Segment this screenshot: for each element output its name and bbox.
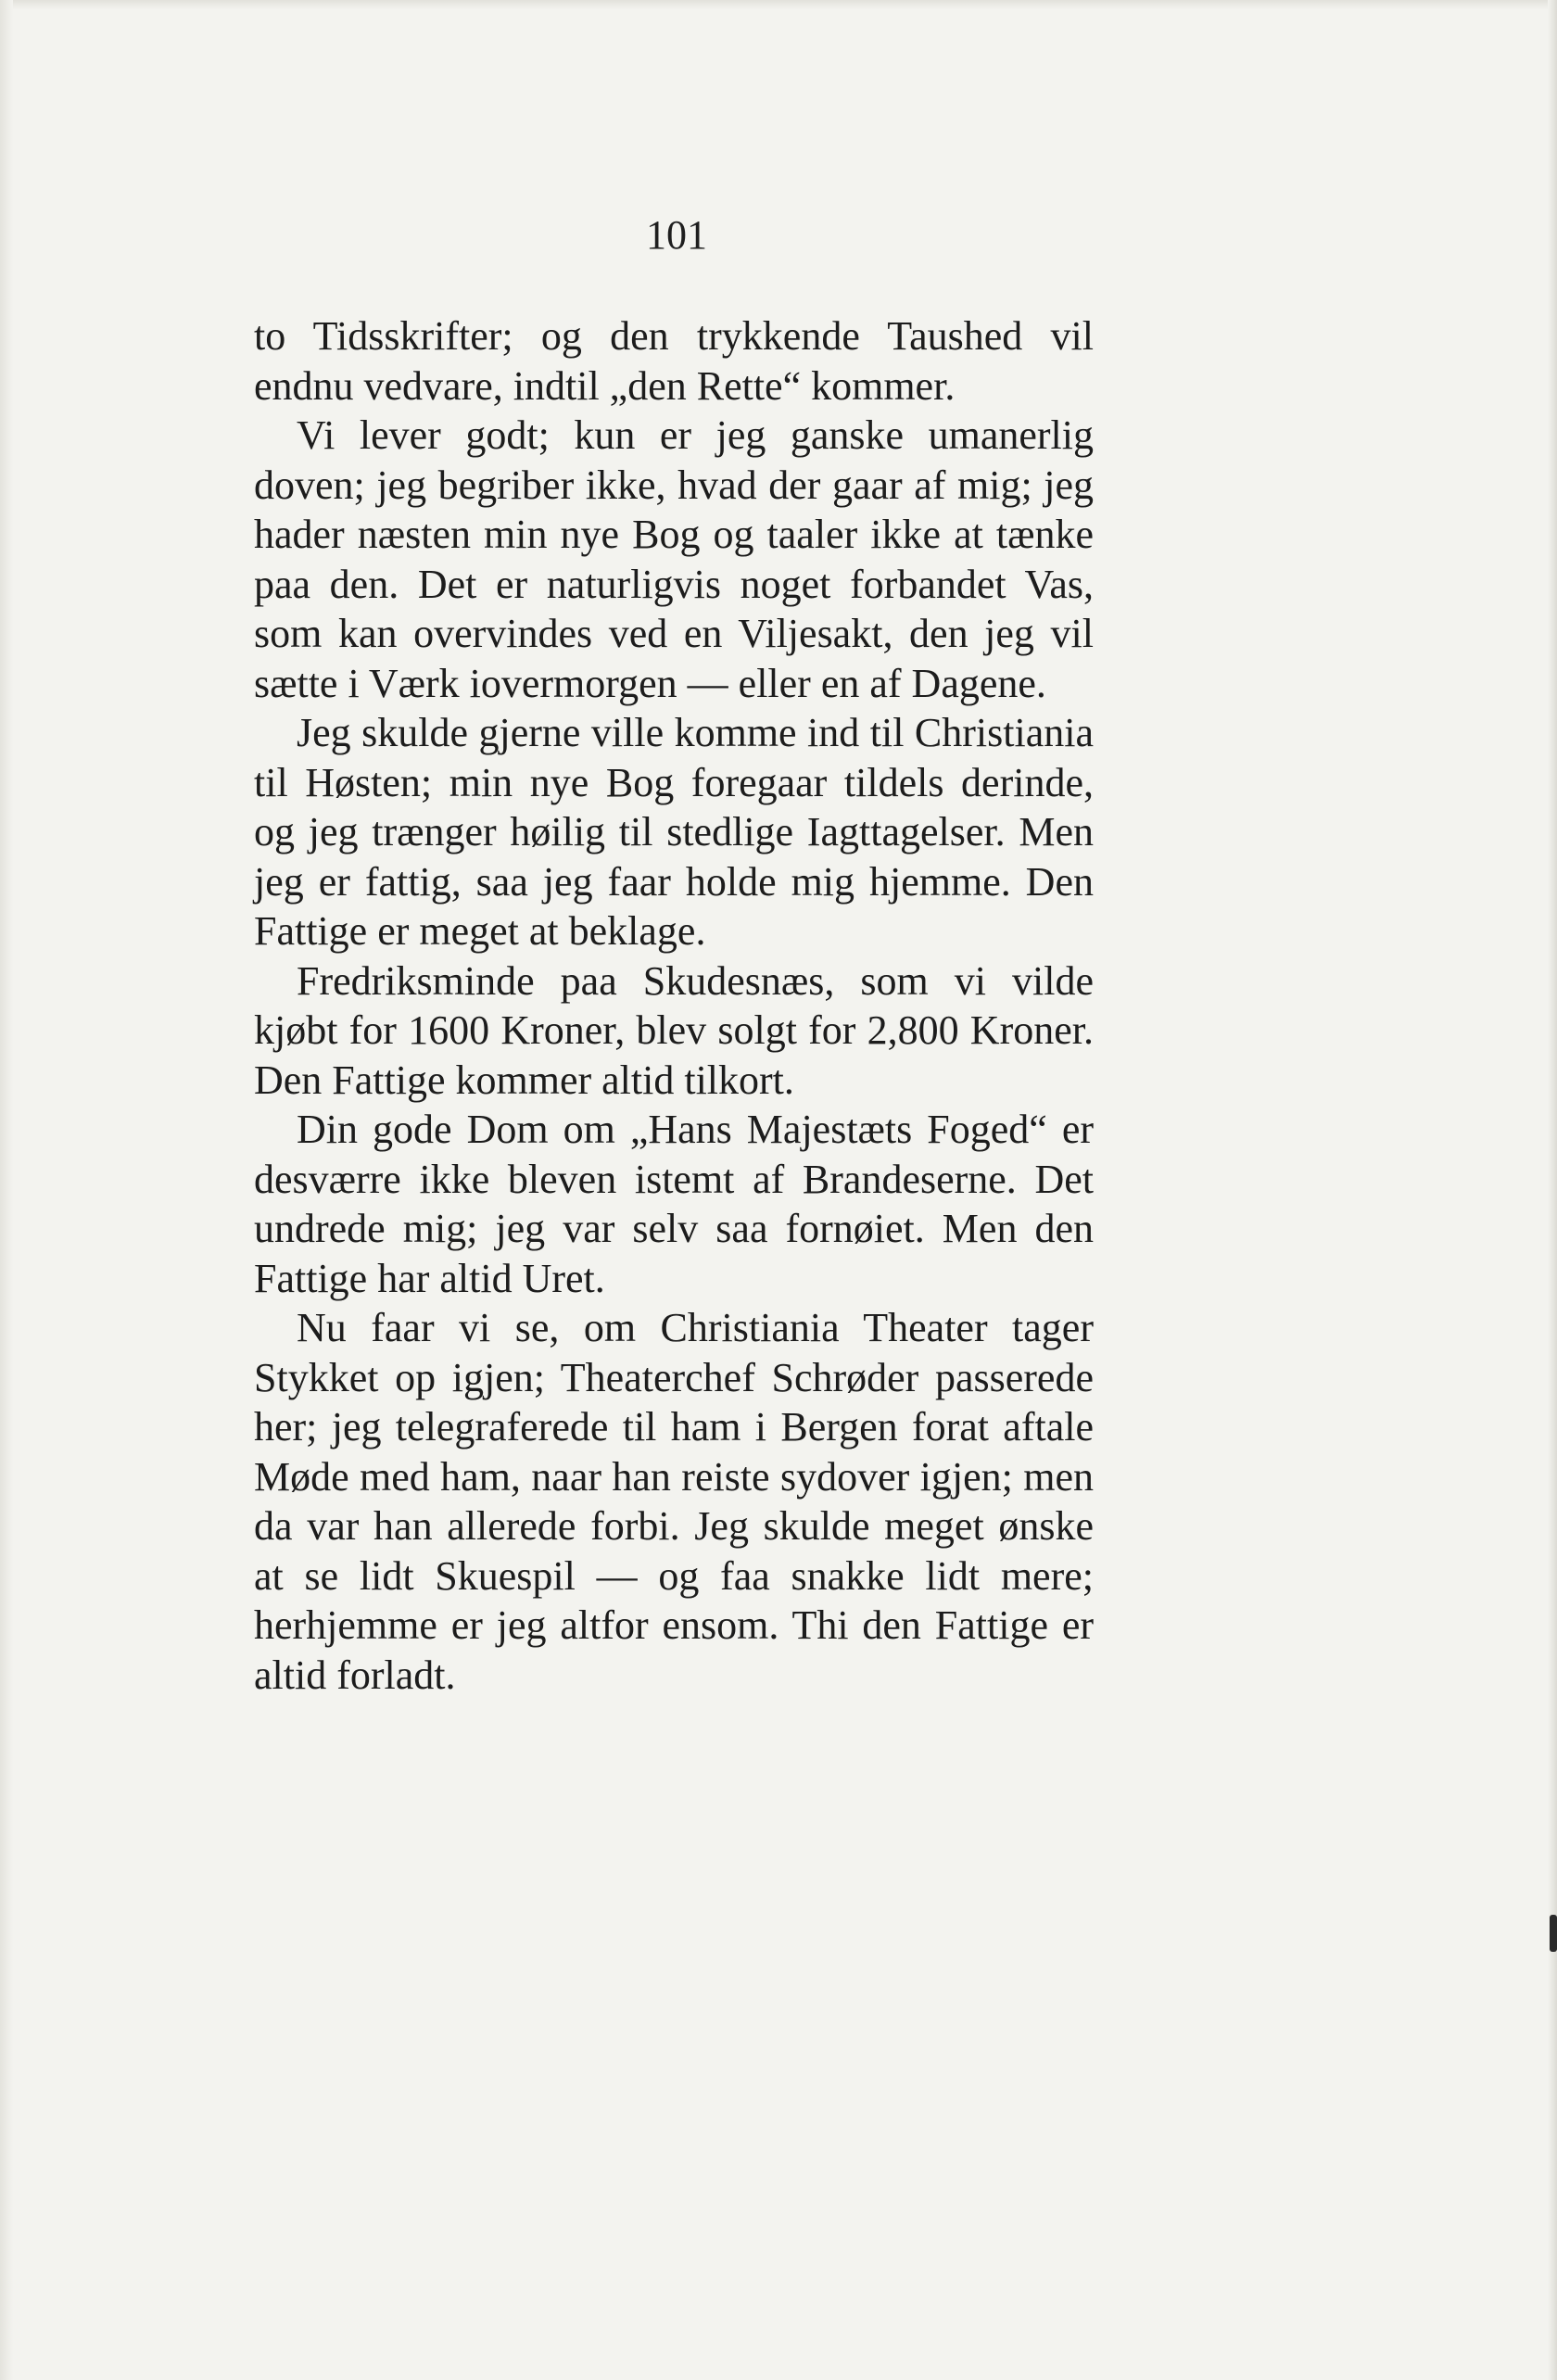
page-number: 101 <box>646 212 707 258</box>
paragraph-1: to Tidsskrifter; og den trykkende Taushed vil endnu vedvare, indtil „den Rette“ kommer. <box>254 313 1094 409</box>
paragraph-2: Vi lever godt; kun er jeg ganske umanerlig doven; jeg begriber ikke, hvad der gaar af mig; jeg hader næsten min nye Bog og taaler ikke at tænke paa den. Det er naturligvis noget forbandet Vas, som kan overvindes ved en Viljesakt, den jeg vil sætte i Værk iovermorgen — eller en af Dagene. <box>254 412 1094 706</box>
page-edge-left <box>0 0 13 2380</box>
paragraph-6: Nu faar vi se, om Christiania Theater tager Stykket op igjen; Theaterchef Schrøder passerede her; jeg telegraferede til ham i Bergen forat aftale Møde med ham, naar han reiste sydover igjen; men da var han allerede forbi. Jeg skulde meget ønske at se lidt Skuespil — og faa snakke lidt mere; herhjemme er jeg altfor ensom. Thi den Fattige er altid forladt. <box>254 1305 1094 1698</box>
page-edge-right <box>1548 0 1557 2380</box>
page-edge-top <box>0 0 1557 9</box>
paragraph-5: Din gode Dom om „Hans Majestæts Foged“ er desværre ikke bleven istemt af Brandeserne. Det undrede mig; jeg var selv saa fornøiet. Men den Fattige har altid Uret. <box>254 1107 1094 1301</box>
paragraph-3: Jeg skulde gjerne ville komme ind til Christiania til Høsten; min nye Bog foregaar tildels derinde, og jeg trænger høilig til stedlige Iagttagelser. Men jeg er fattig, saa jeg faar holde mig hjemme. Den Fattige er meget at beklage. <box>254 710 1094 954</box>
body-text <box>254 311 1094 1700</box>
binding-mark <box>1550 1915 1557 1952</box>
paragraph-4: Fredriksminde paa Skudesnæs, som vi vilde kjøbt for 1600 Kroner, blev solgt for 2,800 Kroner. Den Fattige kommer altid tilkort. <box>254 957 1094 1103</box>
